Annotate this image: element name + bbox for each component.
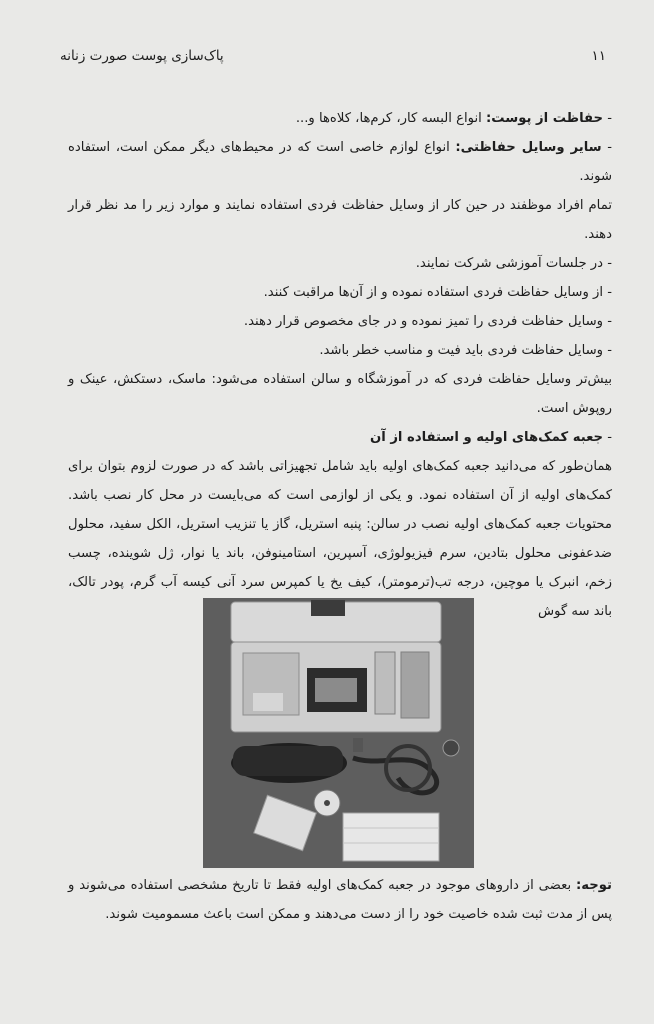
note-label: توجه:: [576, 878, 612, 893]
bullet-item: - در جلسات آموزشی شرکت نمایند.: [415, 256, 612, 271]
item-text: انواع لوازم خاصی است که در محیط‌های دیگر ممکن است، استفاده شوند.: [68, 140, 612, 184]
paragraph: تمام افراد موظفند در حین کار از وسایل حفاظت فردی استفاده نمایند و موارد زیر را مد نظر قرار دهند.: [68, 198, 612, 242]
item-label: سایر وسایل حفاظتی:: [455, 140, 602, 155]
first-aid-kit-photo: [203, 598, 474, 868]
page-number: ۱۱: [591, 48, 606, 64]
item-label: حفاظت از پوست:: [486, 111, 604, 126]
first-aid-kit-illustration: [203, 598, 474, 868]
list-item: - سایر وسایل حفاظتی: انواع لوازم خاصی است که در محیط‌های دیگر ممکن است، استفاده شوند.: [68, 140, 613, 184]
list-item: - حفاظت از پوست: انواع البسه کار، کرم‌ها، کلاه‌ها و...: [295, 111, 612, 126]
section-heading-text: جعبه کمک‌های اولیه و استفاده از آن: [369, 430, 604, 445]
section-heading: - جعبه کمک‌های اولیه و استفاده از آن: [369, 430, 612, 445]
note-box: [68, 871, 612, 929]
running-title: پاک‌سازی پوست صورت زنانه: [60, 48, 224, 64]
bullet-item: - وسایل حفاظت فردی را تمیز نموده و در جای مخصوص قرار دهند.: [243, 314, 612, 329]
note-text: بعضی از داروهای موجود در جعبه کمک‌های اولیه فقط تا تاریخ مشخصی استفاده می‌شوند و پس از مدت ثبت شده خاصیت خود را از دست می‌دهند و ممکن است باعث مسمومیت شوند.: [68, 878, 612, 922]
page-header: [60, 48, 606, 74]
note-paragraph: [68, 871, 612, 929]
bullet-item: - از وسایل حفاظت فردی استفاده نموده و از آن‌ها مراقبت کنند.: [263, 285, 612, 300]
body-text: [68, 104, 612, 626]
item-text: انواع البسه کار، کرم‌ها، کلاه‌ها و...: [295, 111, 486, 126]
bullet-item: - وسایل حفاظت فردی باید فیت و مناسب خطر باشد.: [319, 343, 612, 358]
paragraph: بیش‌تر وسایل حفاظت فردی که در آموزشگاه و سالن استفاده می‌شود: ماسک، دستکش، عینک و روپوش است.: [68, 372, 612, 416]
paragraph: همان‌طور که می‌دانید جعبه کمک‌های اولیه باید شامل تجهیزاتی باشد که در صورت لزوم بتوان برای کمک‌های اولیه از آن استفاده نمود. و یکی از لوازمی است که می‌بایست در محل کار نصب باشد. محتویات جعبه کمک‌های اولیه نصب در سالن: پنبه استریل، گاز یا تنزیب استریل، الکل سفید، محلول ضدعفونی محلول بتادین، سرم فیزیولوژی، آسپرین، استامینوفن، باند یا نوار، ژل شوینده، چسب زخم، انبرک یا موچین، درجه تب(ترمومتر)، کیف یخ یا کمپرس سرد آنی کیسه آب گرم، پودر تالک، باند سه گوش: [68, 459, 612, 619]
